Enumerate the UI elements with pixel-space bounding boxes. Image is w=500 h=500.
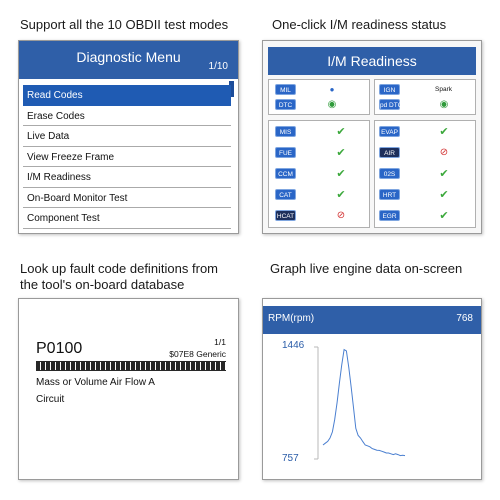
- pd-dtc-ok-icon: ◉: [439, 99, 449, 110]
- diagnostic-menu-screen: [18, 40, 239, 234]
- graph-pid-label: RPM(rpm): [268, 313, 315, 324]
- live-graph-screen: [262, 298, 482, 480]
- im-readiness-title: I/M Readiness: [268, 47, 476, 75]
- diagnostic-menu-header: [19, 41, 238, 79]
- caption-lookup-line1: Look up fault code definitions from: [20, 261, 219, 276]
- monitor-mis-badge: MIS: [275, 126, 296, 137]
- im-readiness-screen: [262, 40, 482, 234]
- menu-item-read-codes[interactable]: Read Codes: [23, 85, 231, 106]
- mil-lamp-icon: ●: [329, 85, 335, 94]
- dtc-badge: DTC: [275, 99, 296, 110]
- menu-item-erase-codes[interactable]: Erase Codes: [23, 106, 231, 127]
- ecu-label: $07E8 Generic: [169, 349, 226, 359]
- pd-dtc-badge: pd DTC: [379, 99, 400, 110]
- code-lookup-screen: [18, 298, 239, 480]
- monitor-fue-badge: FUE: [275, 147, 296, 158]
- diagnostic-menu-list: [23, 85, 231, 229]
- monitor-fue-check-icon: ✔: [336, 147, 346, 159]
- menu-item-live-data[interactable]: Live Data: [23, 126, 231, 147]
- caption-graph: Graph live engine data on-screen: [270, 261, 463, 276]
- caption-test-modes: Support all the 10 OBDII test modes: [20, 17, 229, 32]
- monitor-air-badge: AIR: [379, 147, 400, 158]
- monitor-egr-badge: EGR: [379, 210, 400, 221]
- monitor-o2s-check-icon: ✔: [439, 168, 449, 180]
- fault-code: P0100: [36, 340, 83, 357]
- code-description-line2: Circuit: [36, 394, 65, 405]
- ign-value: Spark: [435, 86, 452, 93]
- monitor-evap-check-icon: ✔: [439, 126, 449, 138]
- monitor-mis-check-icon: ✔: [336, 126, 346, 138]
- monitor-hrt-badge: HRT: [379, 189, 400, 200]
- graph-y-min-label: 757: [282, 453, 299, 464]
- monitor-evap-badge: EVAP: [379, 126, 400, 137]
- rpm-line-chart: [263, 299, 483, 481]
- code-page-indicator: 1/1: [214, 337, 226, 347]
- monitor-o2s-badge: 02S: [379, 168, 400, 179]
- graph-y-max-label: 1446: [282, 340, 305, 351]
- monitor-hcat-badge: HCAT: [275, 210, 296, 221]
- graph-current-value: 768: [456, 313, 473, 324]
- monitor-cat-badge: CAT: [275, 189, 296, 200]
- monitor-hrt-check-icon: ✔: [439, 189, 449, 201]
- menu-item-freeze-frame[interactable]: View Freeze Frame: [23, 147, 231, 168]
- monitor-egr-check-icon: ✔: [439, 210, 449, 222]
- menu-item-component-test[interactable]: Component Test: [23, 208, 231, 229]
- diagnostic-menu-page-indicator: 1/10: [208, 61, 228, 72]
- mil-badge: MIL: [275, 84, 296, 95]
- diagnostic-menu-title: Diagnostic Menu: [76, 49, 181, 65]
- monitor-ccm-check-icon: ✔: [336, 168, 346, 180]
- caption-readiness: One-click I/M readiness status: [272, 17, 447, 32]
- caption-lookup-line2: the tool's on-board database: [20, 277, 185, 292]
- menu-item-im-readiness[interactable]: I/M Readiness: [23, 167, 231, 188]
- ign-badge: IGN: [379, 84, 400, 95]
- code-description-line1: Mass or Volume Air Flow A: [36, 377, 155, 388]
- monitor-cat-check-icon: ✔: [336, 189, 346, 201]
- monitor-ccm-badge: CCM: [275, 168, 296, 179]
- separator-rule: [36, 361, 226, 371]
- dtc-ok-icon: ◉: [327, 99, 337, 110]
- rpm-series-line: [323, 350, 405, 456]
- monitor-air-unsupported-icon: ⊘: [439, 147, 449, 158]
- monitor-hcat-unsupported-icon: ⊘: [336, 210, 346, 221]
- menu-item-monitor-test[interactable]: On-Board Monitor Test: [23, 188, 231, 209]
